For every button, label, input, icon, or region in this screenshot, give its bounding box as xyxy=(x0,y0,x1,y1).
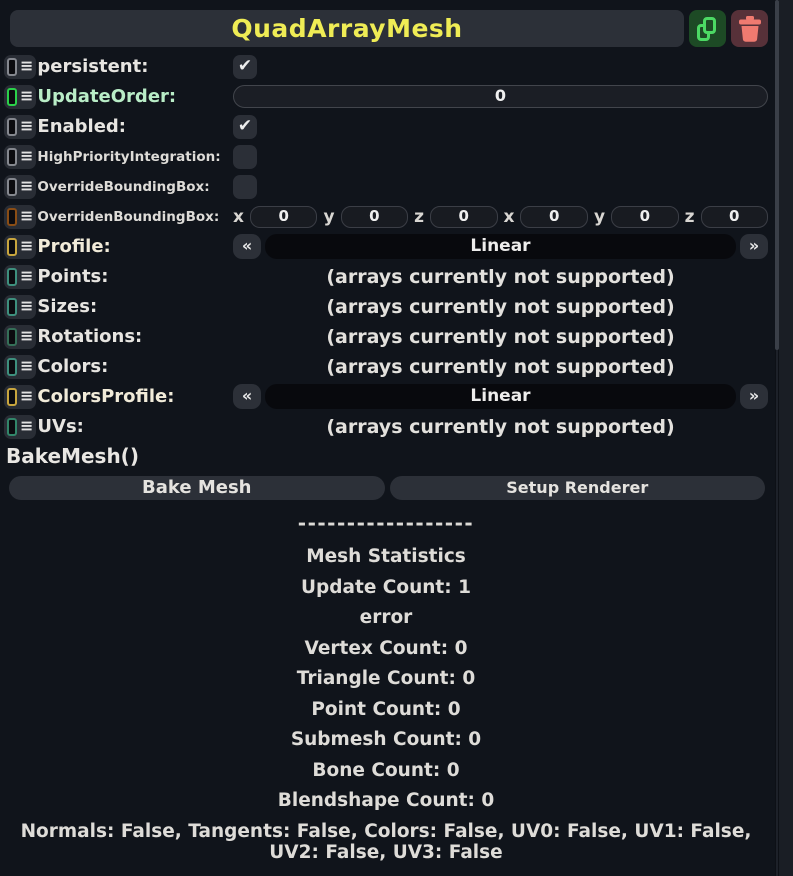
axis-label: y xyxy=(323,206,335,227)
property-label: Sizes: xyxy=(37,296,98,317)
enum-value[interactable]: Linear xyxy=(265,234,736,259)
enum-value[interactable]: Linear xyxy=(265,384,736,409)
context-menu-icon[interactable]: ≡ xyxy=(20,295,34,315)
drive-badge-icon[interactable] xyxy=(7,178,17,196)
property-label: Profile: xyxy=(37,236,111,257)
member-actions[interactable] xyxy=(4,325,36,349)
property-value xyxy=(233,55,768,79)
property-value xyxy=(233,115,768,139)
action-buttons xyxy=(9,476,765,500)
property-row-ColorsProfile xyxy=(4,384,768,409)
stat-line: Vertex Count: 0 xyxy=(304,637,468,659)
property-value xyxy=(233,356,768,378)
context-menu-icon[interactable]: ≡ xyxy=(20,355,34,375)
axis-label: x xyxy=(503,206,515,227)
property-row-OverridenBoundingBox xyxy=(4,204,768,229)
property-label: OverridenBoundingBox: xyxy=(37,208,220,225)
property-label: Enabled: xyxy=(37,116,127,137)
numeric-input[interactable]: 0 xyxy=(611,206,679,228)
property-row-head xyxy=(4,115,233,139)
drive-badge-icon[interactable] xyxy=(7,118,17,136)
property-row-head xyxy=(4,415,233,439)
stat-line: Triangle Count: 0 xyxy=(296,668,476,689)
stats-section xyxy=(4,511,768,863)
property-value xyxy=(233,206,768,228)
trash-icon xyxy=(738,16,762,42)
stat-line: Point Count: 0 xyxy=(311,698,461,720)
property-value xyxy=(233,296,768,318)
numeric-input[interactable]: 0 xyxy=(430,206,498,228)
stat-line: Update Count: 1 xyxy=(300,576,471,598)
unsupported-note: (arrays currently not supported) xyxy=(326,325,675,348)
property-row-Colors xyxy=(4,354,768,379)
context-menu-icon[interactable]: ≡ xyxy=(20,415,34,435)
member-actions[interactable] xyxy=(4,235,36,259)
drive-badge-icon[interactable] xyxy=(7,88,17,106)
numeric-input[interactable]: 0 xyxy=(250,206,318,228)
property-value xyxy=(233,384,768,409)
property-row-head xyxy=(4,385,233,409)
duplicate-icon xyxy=(697,17,719,41)
property-list xyxy=(4,54,768,439)
drive-badge-icon[interactable] xyxy=(7,298,17,316)
scrollbar-thumb[interactable] xyxy=(775,0,779,350)
property-value xyxy=(233,175,768,199)
member-actions[interactable] xyxy=(4,265,36,289)
stats-block xyxy=(4,546,768,863)
property-row-head xyxy=(4,145,233,169)
stat-line: error xyxy=(359,607,413,628)
property-label: ColorsProfile: xyxy=(37,386,175,407)
checkbox-unchecked[interactable] xyxy=(233,145,257,169)
numeric-input[interactable]: 0 xyxy=(233,85,768,108)
unsupported-note: (arrays currently not supported) xyxy=(326,265,675,288)
stat-line: Normals: False, Tangents: False, Colors: False, UV0: False, UV1: False, UV2: False, UV3: False xyxy=(20,820,752,863)
property-row-HighPriorityIntegration xyxy=(4,144,768,169)
property-row-head xyxy=(4,325,233,349)
prev-value-button[interactable]: « xyxy=(233,234,261,259)
member-actions[interactable] xyxy=(4,415,36,439)
property-value xyxy=(233,416,768,438)
method-signature: BakeMesh() xyxy=(6,444,139,468)
property-row-Rotations xyxy=(4,324,768,349)
property-row-head xyxy=(4,355,233,379)
component-title: QuadArrayMesh xyxy=(231,14,463,43)
property-value xyxy=(233,326,768,348)
check-icon: ✔ xyxy=(237,116,253,136)
stat-line: Submesh Count: 0 xyxy=(290,729,482,750)
context-menu-icon[interactable]: ≡ xyxy=(20,235,34,255)
member-actions[interactable] xyxy=(4,385,36,409)
stat-line: Mesh Statistics xyxy=(306,546,466,567)
checkbox-checked[interactable] xyxy=(233,55,257,79)
bake-mesh-button[interactable]: Bake Mesh xyxy=(9,476,385,500)
checkbox-checked[interactable] xyxy=(233,115,257,139)
unsupported-note: (arrays currently not supported) xyxy=(326,415,675,438)
stat-line: Blendshape Count: 0 xyxy=(277,790,495,811)
member-actions[interactable] xyxy=(4,55,36,79)
property-label: UpdateOrder: xyxy=(37,86,177,107)
property-row-head xyxy=(4,235,233,259)
checkbox-unchecked[interactable] xyxy=(233,175,257,199)
drive-badge-icon[interactable] xyxy=(7,358,17,376)
drive-badge-icon[interactable] xyxy=(7,238,17,256)
property-row-head xyxy=(4,85,233,109)
context-menu-icon[interactable]: ≡ xyxy=(20,265,34,285)
axis-label: y xyxy=(594,206,606,227)
member-actions[interactable] xyxy=(4,295,36,319)
context-menu-icon[interactable]: ≡ xyxy=(20,145,34,165)
drive-badge-icon[interactable] xyxy=(7,268,17,286)
drive-badge-icon[interactable] xyxy=(7,58,17,76)
context-menu-icon[interactable]: ≡ xyxy=(20,55,34,75)
delete-component-button[interactable] xyxy=(731,10,768,47)
member-actions[interactable] xyxy=(4,85,36,109)
property-row-Sizes xyxy=(4,294,768,319)
property-label: Points: xyxy=(37,266,109,287)
property-label: HighPriorityIntegration: xyxy=(37,148,221,165)
context-menu-icon[interactable]: ≡ xyxy=(20,175,34,195)
drive-badge-icon[interactable] xyxy=(7,148,17,166)
next-value-button[interactable]: » xyxy=(740,234,768,259)
property-row-persistent xyxy=(4,54,768,79)
setup-renderer-button[interactable]: Setup Renderer xyxy=(390,476,766,500)
component-title-bar[interactable] xyxy=(10,10,684,47)
property-row-UpdateOrder xyxy=(4,84,768,109)
property-label: Rotations: xyxy=(37,326,143,347)
stats-divider: ------------------ xyxy=(297,511,475,535)
drive-badge-icon[interactable] xyxy=(7,328,17,346)
property-row-OverrideBoundingBox xyxy=(4,174,768,199)
member-actions[interactable] xyxy=(4,205,36,229)
property-row-Points xyxy=(4,264,768,289)
numeric-input[interactable]: 0 xyxy=(701,206,769,228)
member-actions[interactable] xyxy=(4,145,36,169)
property-label: UVs: xyxy=(37,416,84,437)
property-label: OverrideBoundingBox: xyxy=(37,178,210,195)
property-value xyxy=(233,266,768,288)
context-menu-icon[interactable]: ≡ xyxy=(20,325,34,345)
property-value xyxy=(233,145,768,169)
property-label: Colors: xyxy=(37,356,109,377)
unsupported-note: (arrays currently not supported) xyxy=(326,355,675,378)
axis-label: x xyxy=(233,206,244,227)
property-row-Profile xyxy=(4,234,768,259)
property-row-UVs xyxy=(4,414,768,439)
numeric-input[interactable]: 0 xyxy=(341,206,409,228)
member-actions[interactable] xyxy=(4,355,36,379)
drive-badge-icon[interactable] xyxy=(7,388,17,406)
property-row-head xyxy=(4,175,233,199)
context-menu-icon[interactable]: ≡ xyxy=(20,205,34,225)
scrollbar xyxy=(775,0,779,876)
unsupported-note: (arrays currently not supported) xyxy=(326,295,675,318)
member-actions[interactable] xyxy=(4,175,36,199)
member-actions[interactable] xyxy=(4,115,36,139)
axis-label: z xyxy=(414,206,424,227)
context-menu-icon[interactable]: ≡ xyxy=(20,385,34,405)
drive-badge-icon[interactable] xyxy=(7,418,17,436)
property-label: persistent: xyxy=(37,56,149,77)
drive-badge-icon[interactable] xyxy=(7,208,17,226)
next-value-button[interactable]: » xyxy=(740,384,768,409)
numeric-input[interactable]: 0 xyxy=(520,206,588,228)
property-row-head xyxy=(4,205,233,229)
property-row-head xyxy=(4,295,233,319)
stat-line: Bone Count: 0 xyxy=(312,759,460,781)
duplicate-component-button[interactable] xyxy=(689,10,726,47)
property-row-head xyxy=(4,265,233,289)
property-value xyxy=(233,234,768,259)
prev-value-button[interactable]: « xyxy=(233,384,261,409)
property-row-Enabled xyxy=(4,114,768,139)
property-row-head xyxy=(4,55,233,79)
axis-label: z xyxy=(684,206,695,227)
context-menu-icon[interactable]: ≡ xyxy=(20,85,34,105)
component-header xyxy=(10,10,768,47)
context-menu-icon[interactable]: ≡ xyxy=(20,115,34,135)
check-icon: ✔ xyxy=(237,56,253,76)
property-value xyxy=(233,85,768,108)
